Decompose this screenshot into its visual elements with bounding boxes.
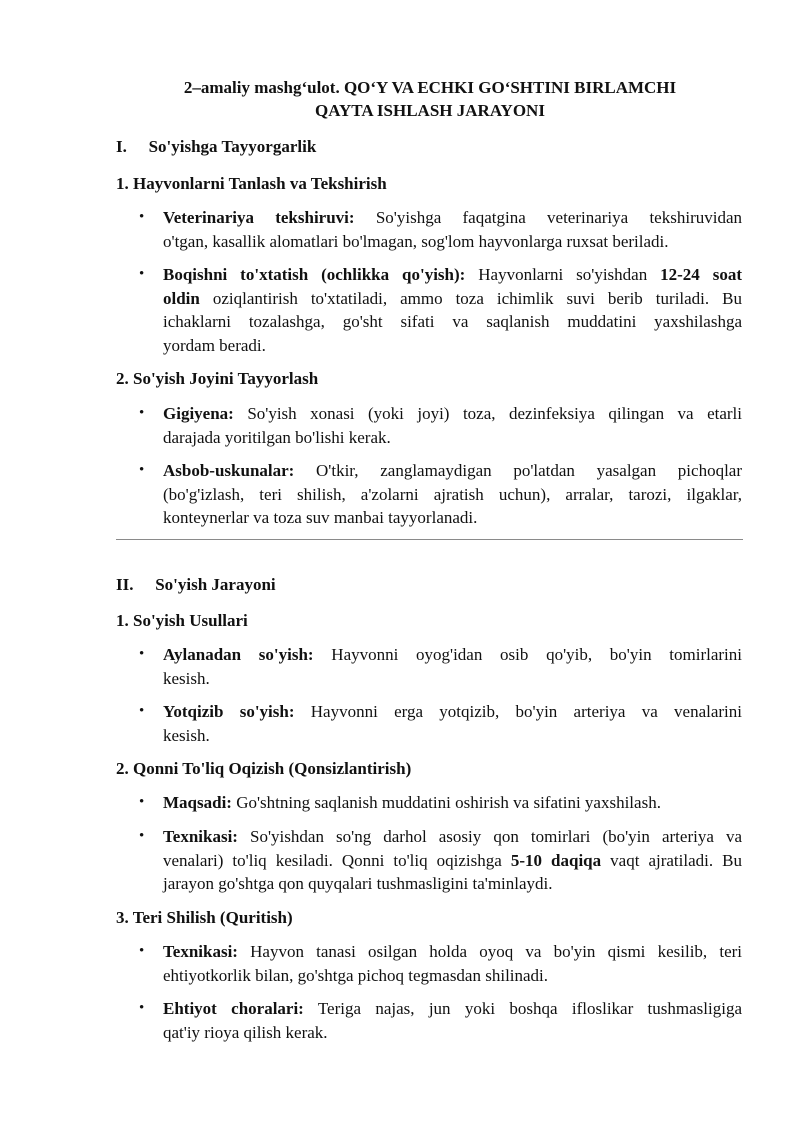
item-label: Texnikasi: (163, 942, 238, 961)
section-heading-1: I. So'yishga Tayyorgarlik (116, 137, 299, 156)
item-label: Aylanadan so'yish: (163, 645, 314, 664)
subsection-heading-2-3: 3. Teri Shilish (Quritish) (116, 908, 293, 927)
item-label: Ehtiyot choralari: (163, 999, 304, 1018)
bullet-icon: • (139, 703, 145, 719)
list-item (139, 402, 742, 449)
list-item (139, 263, 742, 357)
item-label: Texnikasi: (163, 827, 238, 846)
subsection-heading-2-1: 1. So'yish Usullari (116, 611, 248, 630)
item-text: So'yish xonasi (yoki joyi) toza, dezinfeksiya qilingan va etarli (233, 404, 742, 423)
list-item (139, 997, 742, 1044)
list-item (139, 940, 742, 987)
item-text: jarayon go'shtga qon quyqalari tushmasligini ta'minlaydi. (163, 874, 553, 893)
item-text: Teriga najas, jun yoki boshqa ifloslikar tushmasligiga (303, 999, 742, 1018)
item-text: vaqt ajratiladi. Bu (601, 850, 742, 870)
item-text: Go'shtning saqlanish muddatini oshirish va sifatini yaxshilash. (231, 793, 661, 812)
list-item (139, 643, 742, 690)
list-item (139, 206, 742, 253)
subsection-heading-1-1: 1. Hayvonlarni Tanlash va Tekshirish (116, 174, 387, 193)
item-text: ichaklarni tozalashga, go'sht sifati va saqlanish muddatini yaxshilashga (163, 312, 742, 331)
item-label: Veterinariya tekshiruvi: (163, 208, 355, 227)
item-label: Gigiyena: (163, 404, 234, 423)
item-emphasis: 12-24 soat (660, 265, 742, 284)
item-text: Hayvonni erga yotqizib, bo'yin arteriya va venalarini (294, 702, 742, 721)
bullet-icon: • (139, 462, 145, 478)
item-text: o'tgan, kasallik alomatlari bo'lmagan, sog'lom hayvonlarga ruxsat beriladi. (163, 231, 669, 251)
section-heading-2: II. So'yish Jarayoni (116, 575, 259, 594)
item-text: qat'iy rioya qilish kerak. (163, 1022, 328, 1042)
subsection-heading-2-2: 2. Qonni To'liq Oqizish (Qonsizlantirish) (116, 759, 412, 778)
title-line-1: 2–amaliy mashg‘ulot. QO‘Y VA ECHKI GO‘SHTINI BIRLAMCHI (183, 78, 677, 97)
bullet-icon: • (139, 266, 145, 282)
item-label: Boqishni to'xtatish (ochlikka qo'yish): (163, 265, 466, 284)
item-text: kesish. (163, 725, 210, 745)
item-text: kesish. (163, 668, 210, 688)
item-emphasis: oldin (163, 288, 200, 308)
item-text: Hayvon tanasi osilgan holda oyoq va bo'yin qismi kesilib, teri (237, 942, 742, 961)
item-text: Hayvonni oyog'idan osib qo'yib, bo'yin tomirlarini (313, 645, 742, 664)
bullet-icon: • (139, 405, 145, 421)
item-label: Asbob-uskunalar: (163, 461, 295, 480)
item-label: Maqsadi: (163, 793, 232, 812)
item-text: konteynerlar va toza suv manbai tayyorlanadi. (163, 508, 478, 527)
bullet-icon: • (139, 943, 145, 959)
bullet-icon: • (139, 1000, 145, 1016)
section-divider (116, 539, 743, 540)
title-line-2: QAYTA ISHLASH JARAYONI (315, 101, 545, 120)
list-item (139, 791, 742, 815)
item-text: Hayvonlarni so'yishdan (465, 265, 661, 284)
item-emphasis: 5-10 daqiqa (510, 850, 602, 870)
bullet-icon: • (139, 794, 145, 810)
item-text: ehtiyotkorlik bilan, go'shtga pichoq tegmasdan shilinadi. (163, 965, 549, 985)
item-text: So'yishga faqatgina veterinariya tekshiruvidan (354, 208, 742, 227)
item-text: O'tkir, zanglamaydigan po'latdan yasalgan pichoqlar (294, 461, 742, 480)
list-item (139, 700, 742, 747)
item-text: venalari) to'liq kesiladi. Qonni to'liq oqizishga (163, 850, 511, 870)
bullet-icon: • (139, 828, 145, 844)
document-title (110, 76, 750, 122)
item-text: (bo'g'izlash, teri shilish, a'zolarni ajratish uchun), arralar, tarozi, ilgaklar, (163, 484, 742, 504)
list-item (139, 459, 742, 530)
bullet-icon: • (139, 646, 145, 662)
item-text: yordam beradi. (163, 335, 266, 355)
list-item (139, 825, 742, 896)
subsection-heading-1-2: 2. So'yish Joyini Tayyorlash (116, 369, 319, 388)
bullet-icon: • (139, 209, 145, 225)
item-text: So'yishdan so'ng darhol asosiy qon tomirlari (bo'yin arteriya va (237, 827, 742, 846)
item-text: oziqlantirish to'xtatiladi, ammo toza ichimlik suvi berib turiladi. Bu (199, 288, 742, 308)
item-label: Yotqizib so'yish: (163, 702, 295, 721)
item-text: darajada yoritilgan bo'lishi kerak. (163, 427, 391, 447)
